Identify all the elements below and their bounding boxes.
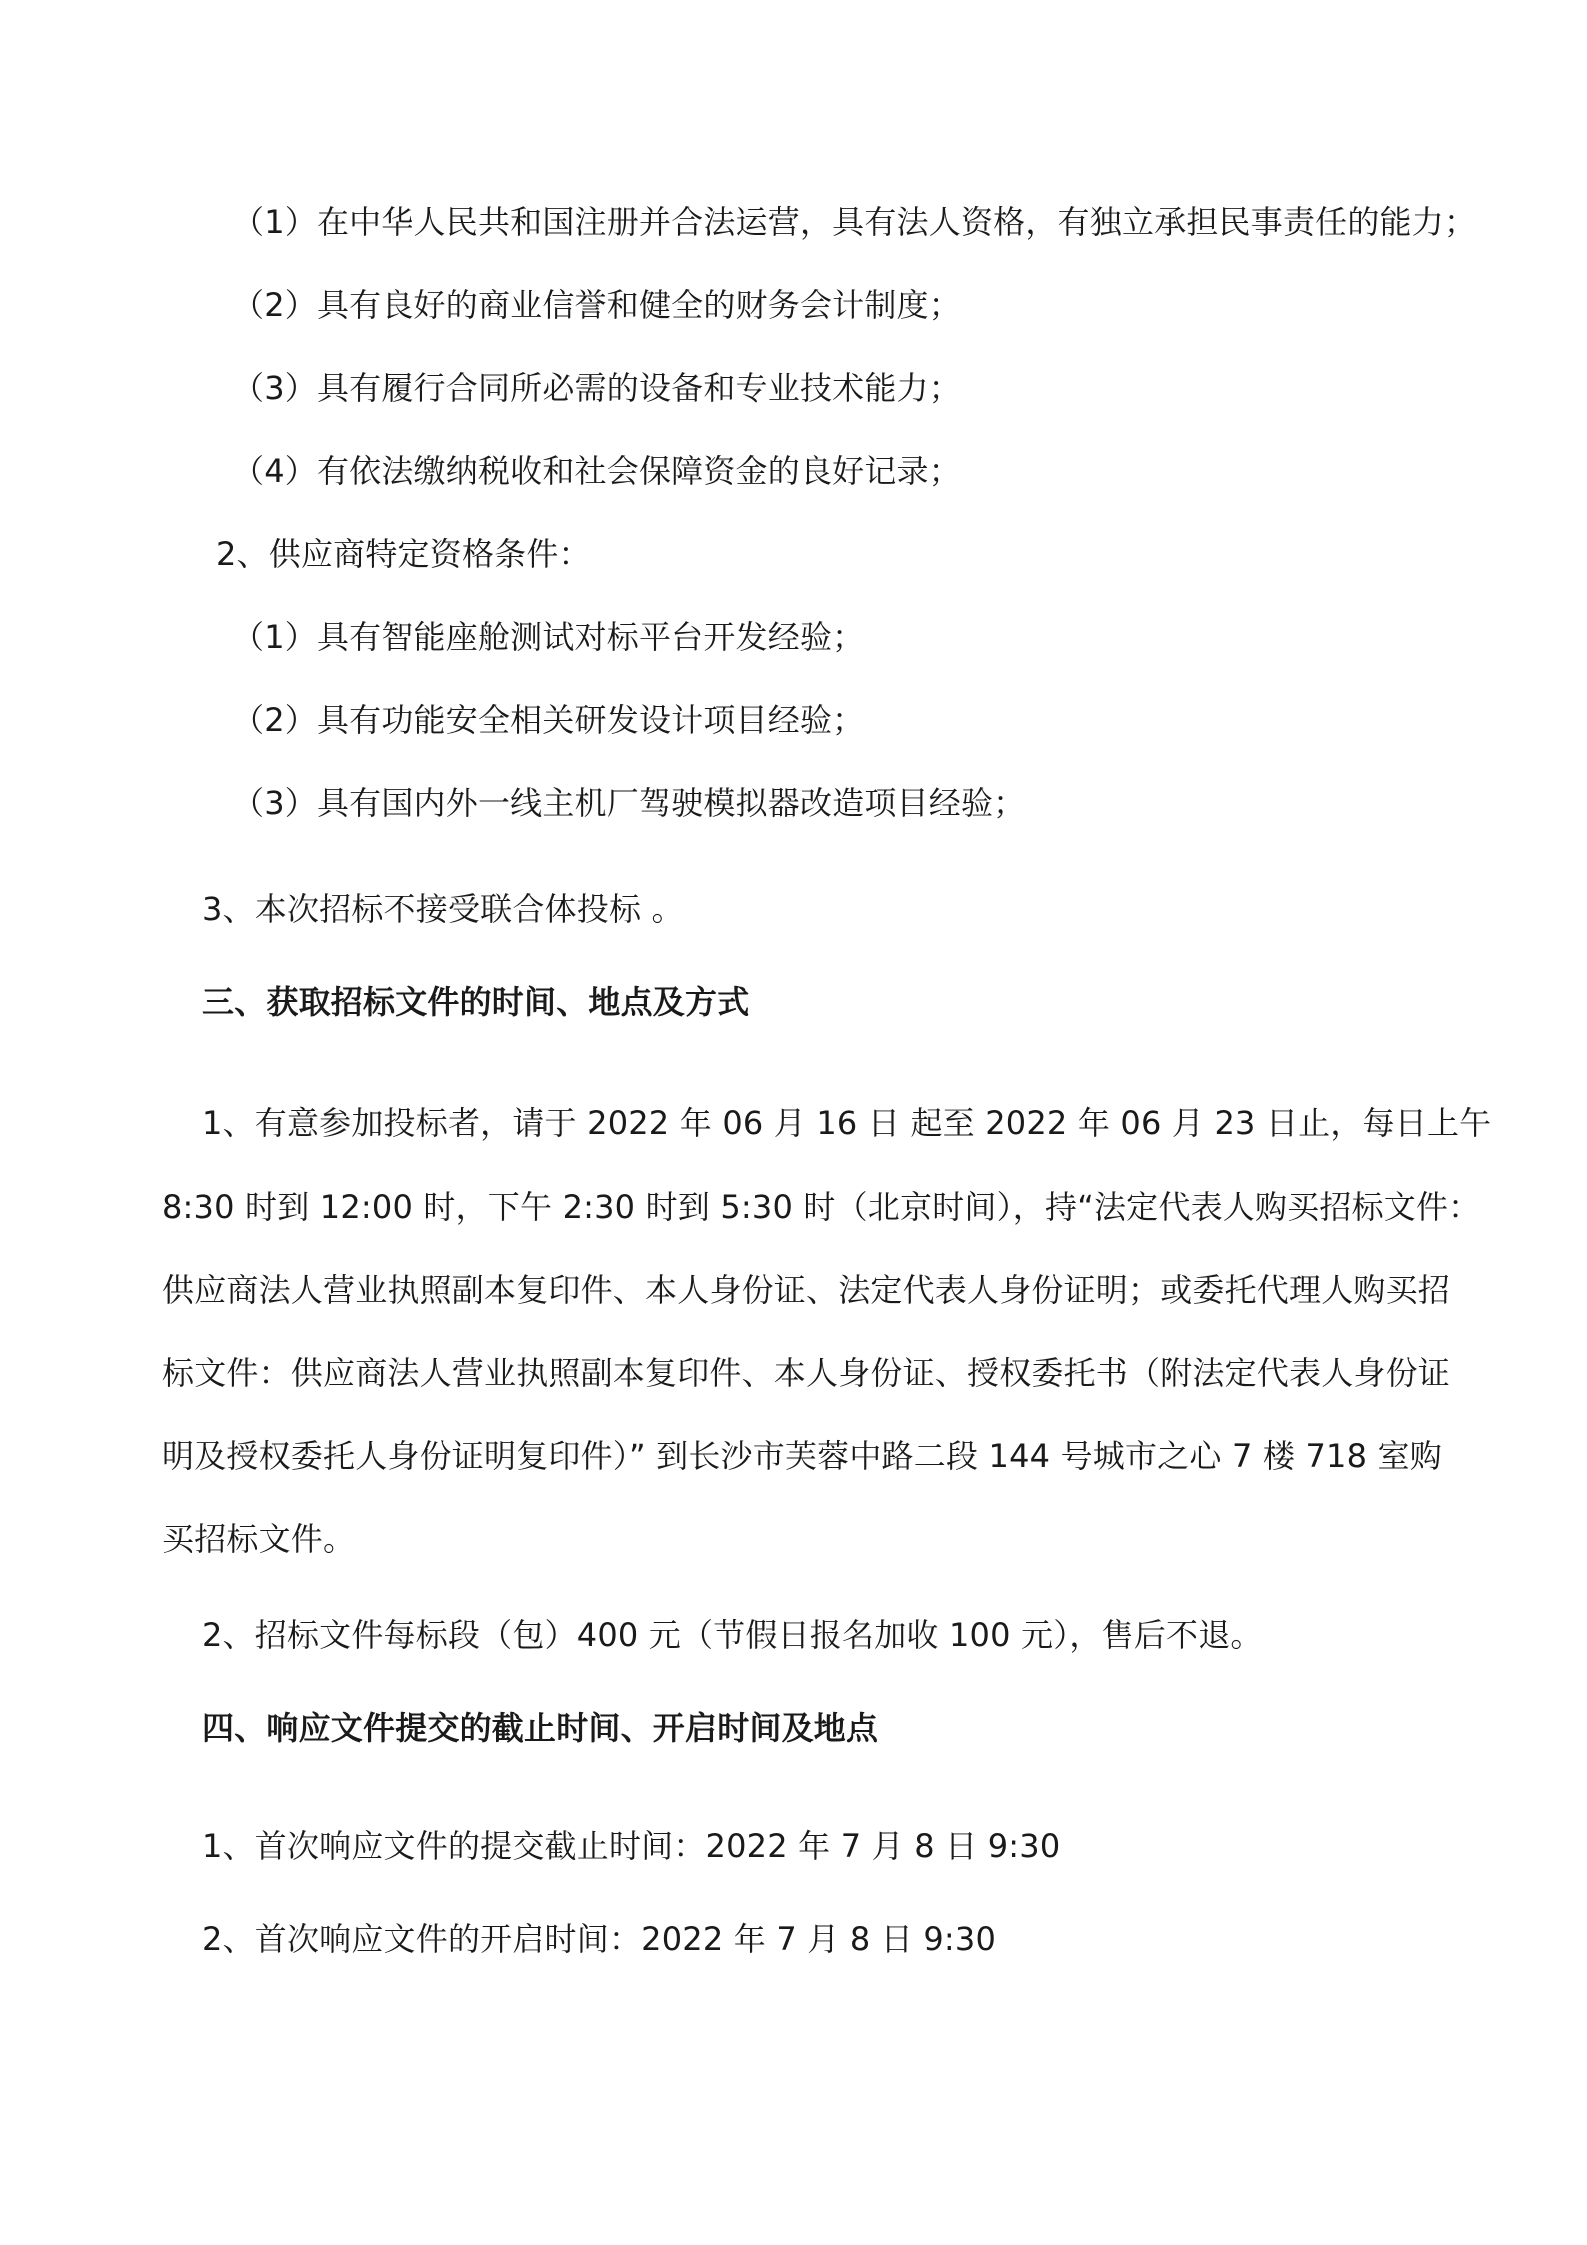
section-four-item2: 2、首次响应文件的开启时间：2022 年 7 月 8 日 9:30 — [202, 1920, 997, 1958]
specific-requirement-2: （2）具有功能安全相关研发设计项目经验； — [232, 701, 865, 739]
general-requirement-2: （2）具有良好的商业信誉和健全的财务会计制度； — [232, 286, 961, 324]
general-requirement-1: （1）在中华人民共和国注册并合法运营，具有法人资格，有独立承担民事责任的能力； — [232, 203, 1477, 241]
consortium-note: 3、本次招标不接受联合体投标 。 — [202, 890, 684, 928]
section-three-para1-line4: 标文件：供应商法人营业执照副本复印件、本人身份证、授权委托书（附法定代表人身份证 — [162, 1354, 1451, 1392]
specific-requirement-3: （3）具有国内外一线主机厂驾驶模拟器改造项目经验； — [232, 784, 1026, 822]
specific-qualifications-heading: 2、供应商特定资格条件： — [216, 535, 591, 573]
general-requirement-4: （4）有依法缴纳税收和社会保障资金的良好记录； — [232, 452, 961, 490]
section-three-para1-line1: 1、有意参加投标者，请于 2022 年 06 月 16 日 起至 2022 年 06 月 23 日止，每日上午 — [202, 1104, 1492, 1142]
specific-requirement-1: （1）具有智能座舱测试对标平台开发经验； — [232, 618, 865, 656]
section-three-title: 三、获取招标文件的时间、地点及方式 — [202, 983, 750, 1021]
general-requirement-3: （3）具有履行合同所必需的设备和专业技术能力； — [232, 369, 961, 407]
section-three-para1-line5: 明及授权委托人身份证明复印件）” 到长沙市芙蓉中路二段 144 号城市之心 7 楼 718 室购 — [162, 1437, 1442, 1475]
section-three-para1-line3: 供应商法人营业执照副本复印件、本人身份证、法定代表人身份证明；或委托代理人购买招 — [162, 1271, 1451, 1309]
section-three-para2: 2、招标文件每标段（包）400 元（节假日报名加收 100 元），售后不退。 — [202, 1616, 1263, 1654]
section-four-item1: 1、首次响应文件的提交截止时间：2022 年 7 月 8 日 9:30 — [202, 1827, 1061, 1865]
section-three-para1-line2: 8:30 时到 12:00 时，下午 2:30 时到 5:30 时（北京时间），持“法定代表人购买招标文件： — [162, 1188, 1481, 1226]
section-four-title: 四、响应文件提交的截止时间、开启时间及地点 — [202, 1709, 879, 1747]
section-three-para1-line6: 买招标文件。 — [162, 1520, 356, 1558]
